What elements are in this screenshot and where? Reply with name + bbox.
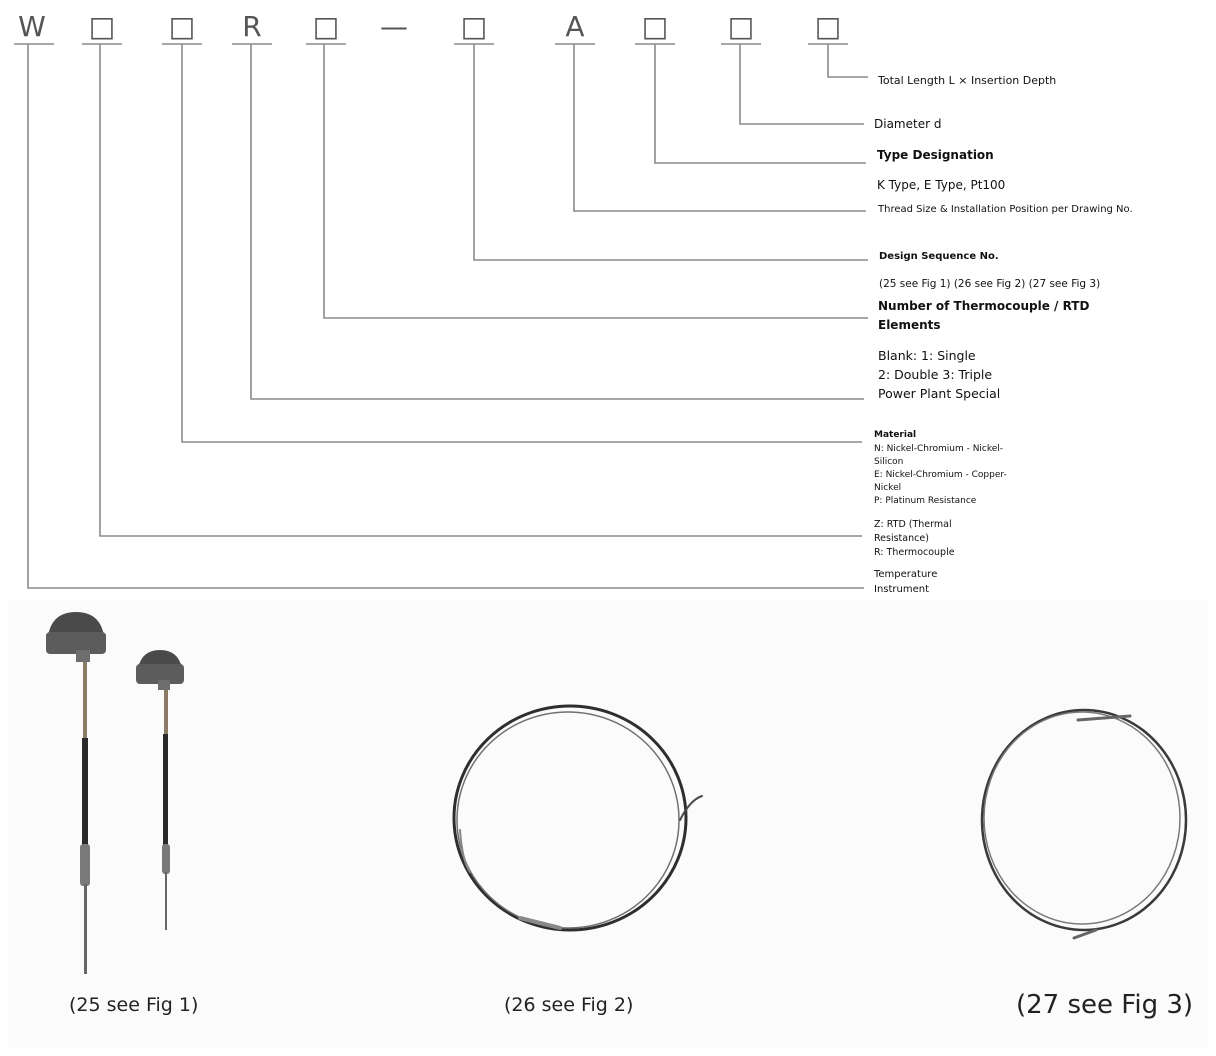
label-type-designation: Type Designation [877,148,994,162]
thermocouple-large-image [46,612,106,974]
label-elements-title-2: Elements [878,318,941,332]
label-rtd-2: Resistance) [874,533,929,544]
code-char-box-4: □ [460,10,488,43]
label-total-length: Total Length L × Insertion Depth [878,74,1057,87]
label-design-sequence-values: (25 see Fig 1) (26 see Fig 2) (27 see Fig 3) [879,278,1101,290]
label-thread: Thread Size & Installation Position per Drawing No. [878,204,1133,215]
label-rtd-1: Z: RTD (Thermal [874,519,952,530]
label-design-sequence: Design Sequence No. [879,251,999,262]
label-types: K Type, E Type, Pt100 [877,178,1006,192]
label-elements-title-1: Number of Thermocouple / RTD [878,299,1090,313]
label-temperature-2: Instrument [874,584,930,595]
code-char-box-2: □ [168,10,196,43]
coiled-cable-fig3-image [982,710,1186,938]
label-elements-double: 2: Double 3: Triple [878,367,993,382]
code-char-a: A [565,10,585,43]
caption-fig-1: (25 see Fig 1) [69,994,199,1016]
label-material-n-2: Silicon [874,457,904,467]
code-char-r: R [242,10,262,43]
caption-fig-2: (26 see Fig 2) [504,994,634,1016]
code-char-box-1: □ [88,10,116,43]
code-char-box-5: □ [641,10,669,43]
label-material-n-1: N: Nickel-Chromium - Nickel- [874,444,1004,454]
code-char-dash: — [380,10,408,43]
label-material-title: Material [874,430,917,440]
code-char-box-7: □ [814,10,842,43]
code-char-box-3: □ [312,10,340,43]
label-elements-single: Blank: 1: Single [878,348,976,363]
label-diameter: Diameter d [874,117,942,131]
label-thermocouple: R: Thermocouple [874,547,955,558]
code-char-w: W [18,10,46,43]
label-material-e-1: E: Nickel-Chromium - Copper- [874,470,1007,480]
label-material-e-2: Nickel [874,483,902,493]
code-char-box-6: □ [727,10,755,43]
label-temperature-1: Temperature [874,569,938,580]
label-material-p: P: Platinum Resistance [874,496,977,506]
caption-fig-3: (27 see Fig 3) [1016,990,1194,1020]
thermocouple-small-image [136,650,184,930]
coiled-cable-fig2-image [454,706,702,930]
label-power-plant: Power Plant Special [878,386,1001,401]
